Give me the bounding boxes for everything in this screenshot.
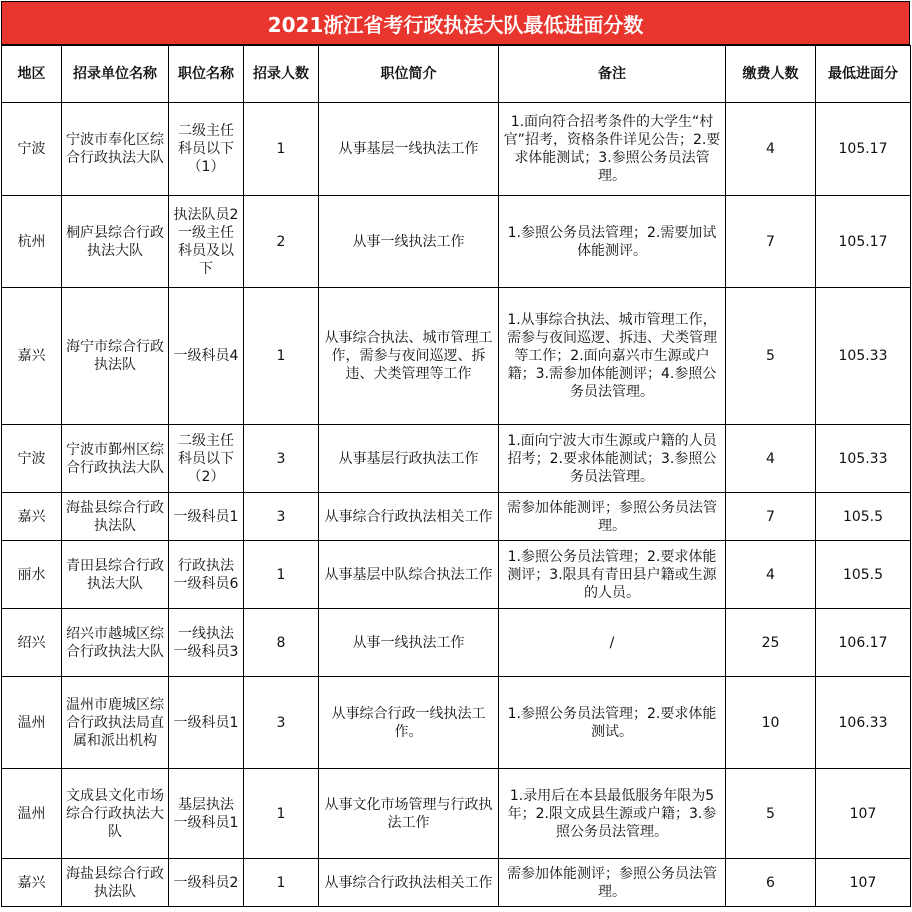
cell-remark: 1.面向符合招考条件的大学生“村官”招考，资格条件详见公告；2.要求体能测试；3.参照公务员法管理。 [499, 103, 726, 196]
cell-unit: 宁波市奉化区综合行政执法大队 [62, 103, 169, 196]
table-row [2, 541, 911, 609]
spreadsheet [1, 1, 910, 911]
cell-fee: 25 [726, 609, 816, 677]
header-fee: 缴费人数 [726, 46, 816, 103]
header-count: 招录人数 [244, 46, 319, 103]
cell-remark: 1.面向宁波大市生源或户籍的人员招考；2.要求体能测试；3.参照公务员法管理。 [499, 425, 726, 493]
header-remark: 备注 [499, 46, 726, 103]
header-intro: 职位简介 [319, 46, 499, 103]
table-title: 2021浙江省考行政执法大队最低进面分数 [1, 1, 910, 45]
cell-region: 温州 [2, 769, 62, 859]
cell-fee: 7 [726, 196, 816, 288]
cell-remark: / [499, 609, 726, 677]
cell-count: 1 [244, 859, 319, 907]
cell-score: 105.17 [816, 196, 911, 288]
cell-score: 105.33 [816, 288, 911, 425]
table-row [2, 677, 911, 769]
cell-score: 107 [816, 769, 911, 859]
cell-region: 嘉兴 [2, 859, 62, 907]
header-score: 最低进面分 [816, 46, 911, 103]
cell-region: 丽水 [2, 541, 62, 609]
cell-score: 105.17 [816, 103, 911, 196]
cell-region: 绍兴 [2, 609, 62, 677]
cell-unit: 宁波市鄞州区综合行政执法大队 [62, 425, 169, 493]
cell-remark: 1.录用后在本县最低服务年限为5年；2.限文成县生源或户籍；3.参照公务员法管理。 [499, 769, 726, 859]
cell-region: 温州 [2, 677, 62, 769]
cell-unit: 温州市鹿城区综合行政执法局直属和派出机构 [62, 677, 169, 769]
table-row [2, 103, 911, 196]
cell-unit: 文成县文化市场综合行政执法大队 [62, 769, 169, 859]
cell-position: 基层执法一级科员1 [169, 769, 244, 859]
header-row [2, 46, 911, 103]
table-row [2, 196, 911, 288]
cell-score: 105.5 [816, 541, 911, 609]
cell-region: 嘉兴 [2, 493, 62, 541]
cell-count: 3 [244, 425, 319, 493]
cell-fee: 4 [726, 541, 816, 609]
cell-count: 1 [244, 288, 319, 425]
score-table [1, 45, 911, 907]
cell-intro: 从事综合行政执法相关工作 [319, 493, 499, 541]
table-row [2, 769, 911, 859]
cell-position: 执法队员2一级主任科员及以下 [169, 196, 244, 288]
cell-unit: 青田县综合行政执法大队 [62, 541, 169, 609]
table-row [2, 288, 911, 425]
cell-fee: 7 [726, 493, 816, 541]
header-unit: 招录单位名称 [62, 46, 169, 103]
table-row [2, 859, 911, 907]
cell-region: 嘉兴 [2, 288, 62, 425]
cell-intro: 从事基层中队综合执法工作 [319, 541, 499, 609]
cell-remark: 需参加体能测评；参照公务员法管理。 [499, 493, 726, 541]
cell-position: 行政执法一级科员6 [169, 541, 244, 609]
cell-fee: 10 [726, 677, 816, 769]
header-position: 职位名称 [169, 46, 244, 103]
cell-fee: 6 [726, 859, 816, 907]
cell-intro: 从事综合行政执法相关工作 [319, 859, 499, 907]
cell-fee: 4 [726, 103, 816, 196]
cell-region: 宁波 [2, 425, 62, 493]
cell-count: 3 [244, 677, 319, 769]
table-row [2, 425, 911, 493]
cell-count: 1 [244, 541, 319, 609]
cell-unit: 海宁市综合行政执法队 [62, 288, 169, 425]
cell-unit: 海盐县综合行政执法队 [62, 493, 169, 541]
cell-region: 杭州 [2, 196, 62, 288]
cell-intro: 从事一线执法工作 [319, 609, 499, 677]
cell-remark: 1.参照公务员法管理；2.要求体能测评；3.限具有青田县户籍或生源的人员。 [499, 541, 726, 609]
cell-intro: 从事基层一线执法工作 [319, 103, 499, 196]
cell-count: 2 [244, 196, 319, 288]
cell-position: 一线执法一级科员3 [169, 609, 244, 677]
table-row [2, 609, 911, 677]
cell-intro: 从事文化市场管理与行政执法工作 [319, 769, 499, 859]
cell-intro: 从事综合行政一线执法工作。 [319, 677, 499, 769]
cell-remark: 1.从事综合执法、城市管理工作，需参与夜间巡逻、拆违、犬类管理等工作；2.面向嘉兴市生源或户籍；3.需参加体能测评；4.参照公务员法管理。 [499, 288, 726, 425]
table-row [2, 493, 911, 541]
cell-position: 二级主任科员以下（2） [169, 425, 244, 493]
cell-count: 1 [244, 103, 319, 196]
cell-intro: 从事一线执法工作 [319, 196, 499, 288]
cell-fee: 4 [726, 425, 816, 493]
cell-intro: 从事基层行政执法工作 [319, 425, 499, 493]
cell-score: 106.17 [816, 609, 911, 677]
cell-score: 107 [816, 859, 911, 907]
cell-unit: 海盐县综合行政执法队 [62, 859, 169, 907]
cell-position: 一级科员1 [169, 493, 244, 541]
cell-position: 一级科员2 [169, 859, 244, 907]
cell-remark: 1.参照公务员法管理；2.需要加试体能测评。 [499, 196, 726, 288]
cell-intro: 从事综合执法、城市管理工作，需参与夜间巡逻、拆违、犬类管理等工作 [319, 288, 499, 425]
cell-fee: 5 [726, 288, 816, 425]
cell-remark: 1.参照公务员法管理；2.要求体能测试。 [499, 677, 726, 769]
cell-count: 1 [244, 769, 319, 859]
cell-score: 105.5 [816, 493, 911, 541]
cell-unit: 绍兴市越城区综合行政执法大队 [62, 609, 169, 677]
cell-region: 宁波 [2, 103, 62, 196]
header-region: 地区 [2, 46, 62, 103]
cell-fee: 5 [726, 769, 816, 859]
cell-count: 3 [244, 493, 319, 541]
cell-position: 一级科员4 [169, 288, 244, 425]
cell-score: 106.33 [816, 677, 911, 769]
cell-remark: 需参加体能测评；参照公务员法管理。 [499, 859, 726, 907]
cell-unit: 桐庐县综合行政执法大队 [62, 196, 169, 288]
cell-position: 二级主任科员以下（1） [169, 103, 244, 196]
cell-count: 8 [244, 609, 319, 677]
cell-score: 105.33 [816, 425, 911, 493]
cell-position: 一级科员1 [169, 677, 244, 769]
